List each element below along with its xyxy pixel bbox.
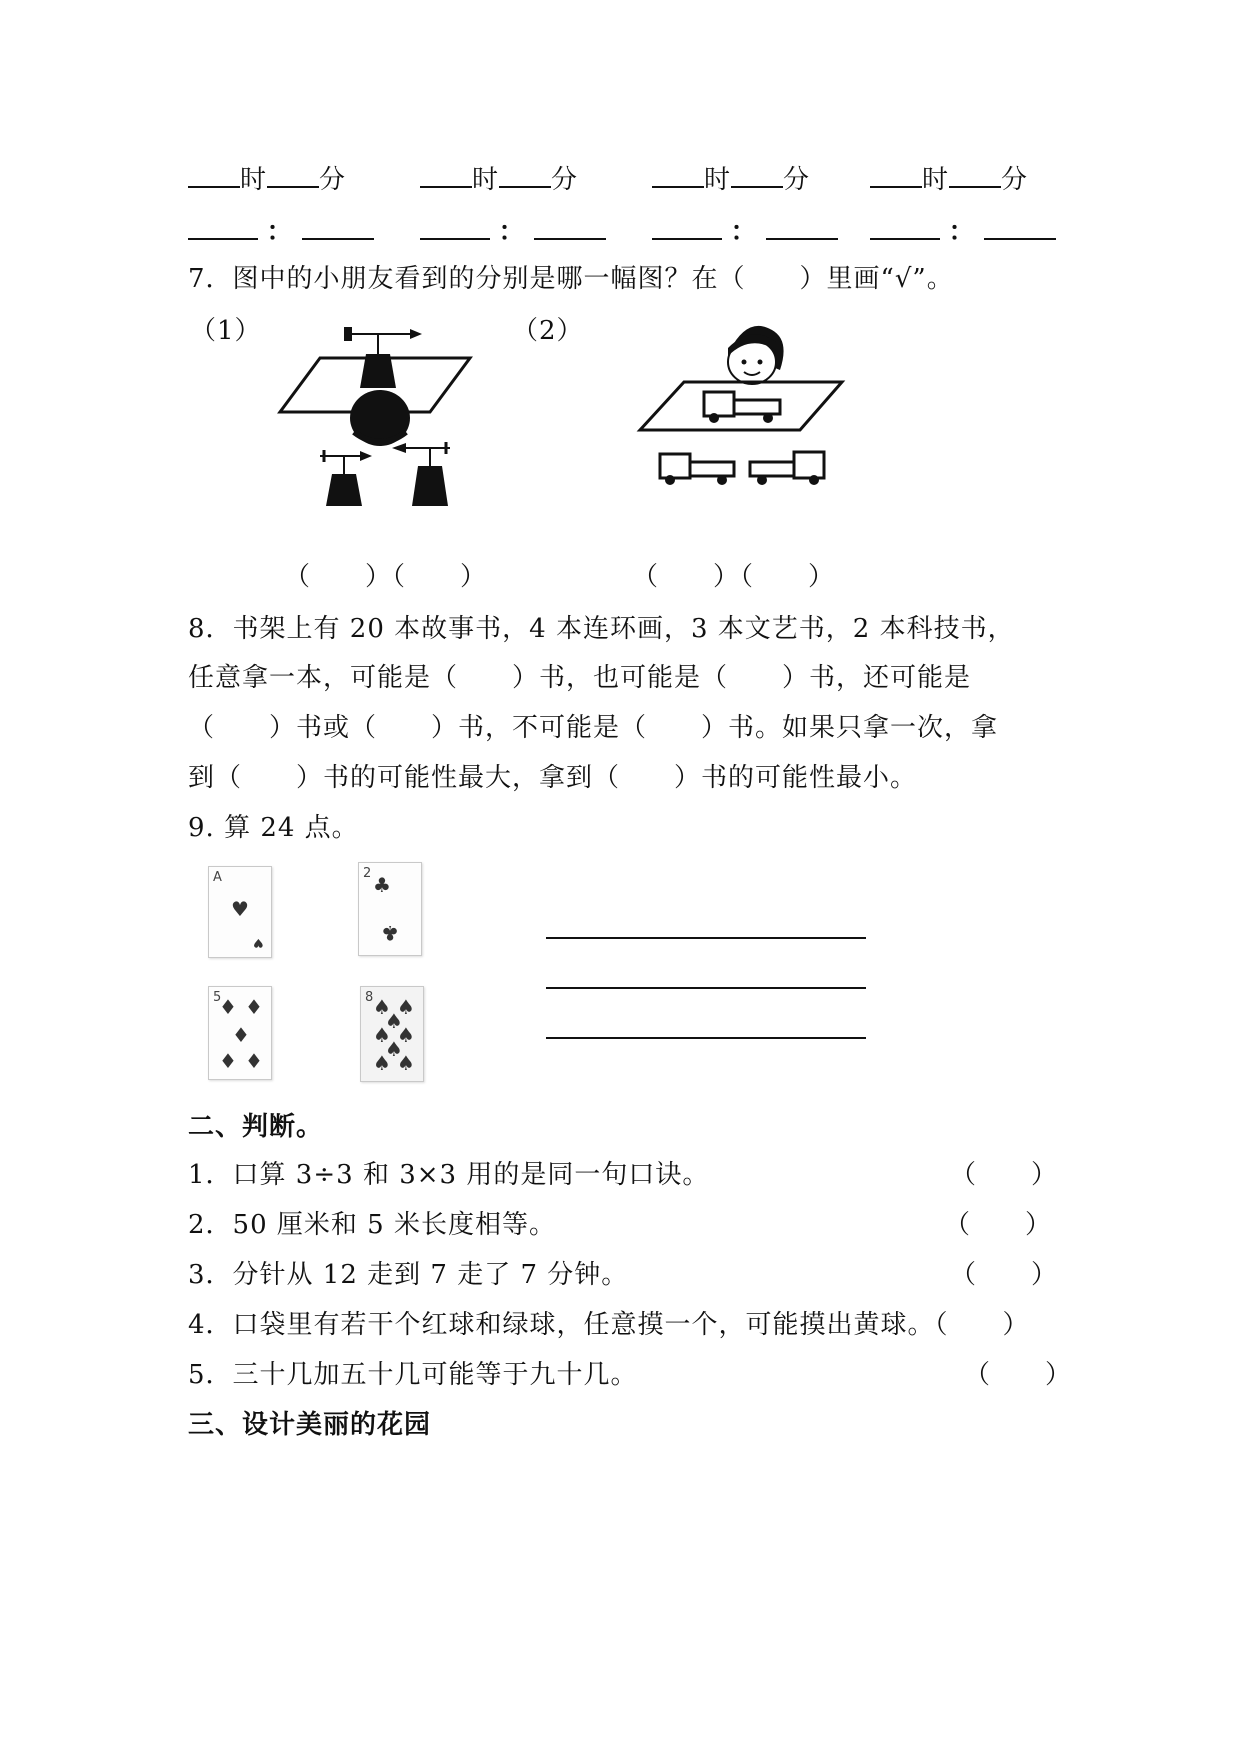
minute-blank[interactable] [499, 162, 551, 188]
digital-group-1 [188, 214, 374, 249]
answer-line-2[interactable] [546, 987, 866, 989]
minute-blank[interactable] [267, 162, 319, 188]
card-rank: 8 [365, 990, 374, 1005]
digital-hour-blank[interactable] [652, 214, 722, 240]
q7-answer-parens-2[interactable]: （ ）（ ） [632, 562, 836, 592]
judge-item-3: 3．分针从 12 走到 7 走了 7 分钟。 [188, 1260, 629, 1290]
judge-paren-5[interactable]: （ ） [964, 1360, 1073, 1390]
hour-blank[interactable] [870, 162, 922, 188]
q8-line-3: （ ）书或（ ）书，不可能是（ ）书。如果只拿一次，拿 [188, 713, 999, 743]
card-suit-spade-icon: ♠ [397, 1023, 415, 1047]
time-group-4 [870, 162, 1028, 197]
minute-label: 分 [783, 165, 811, 195]
digital-minute-blank[interactable] [984, 214, 1056, 240]
card-rank: 2 [363, 866, 372, 881]
judge-paren-4[interactable]: （ ） [934, 1310, 1030, 1340]
time-group-1 [188, 162, 346, 197]
digital-hour-blank[interactable] [188, 214, 258, 240]
minute-label: 分 [551, 165, 579, 195]
digital-minute-blank[interactable] [534, 214, 606, 240]
answer-line-1[interactable] [546, 937, 866, 939]
section-2-title: 二、判断。 [188, 1112, 324, 1142]
hour-label: 时 [240, 165, 268, 195]
answer-line-3[interactable] [546, 1037, 866, 1039]
colon-label: ： [948, 217, 976, 247]
card-suit-diamond-icon: ♦ [245, 1049, 263, 1073]
hour-blank[interactable] [188, 162, 240, 188]
card-suit-diamond-icon: ♦ [219, 995, 237, 1019]
q9-question: 9. 算 24 点。 [188, 813, 359, 843]
judge-item-4 [188, 1308, 1030, 1342]
time-group-3 [652, 162, 810, 197]
card-rank: A [213, 870, 222, 885]
card-suit-spade-icon: ♠ [385, 1009, 403, 1033]
hour-blank[interactable] [420, 162, 472, 188]
digital-hour-blank[interactable] [420, 214, 490, 240]
digital-group-4 [870, 214, 1056, 249]
minute-label: 分 [319, 165, 347, 195]
digital-minute-blank[interactable] [766, 214, 838, 240]
time-group-2 [420, 162, 578, 197]
judge-paren-3[interactable]: （ ） [950, 1260, 1059, 1290]
judge-paren-2[interactable]: （ ） [944, 1210, 1053, 1240]
q7-question: 7．图中的小朋友看到的分别是哪一幅图？在（ ）里画“√”。 [188, 264, 954, 294]
q8-line-2: 任意拿一本，可能是（ ）书，也可能是（ ）书，还可能是 [188, 663, 972, 693]
minute-blank[interactable] [949, 162, 1001, 188]
hour-label: 时 [472, 165, 500, 195]
judge-item-5: 5．三十几加五十几可能等于九十几。 [188, 1360, 638, 1390]
playing-card-ace-hearts [208, 866, 272, 958]
trucks-scene-illustration [640, 320, 870, 500]
card-suit-spade-icon: ♠ [397, 1051, 415, 1075]
card-suit-spade-icon: ♠ [397, 995, 415, 1019]
q8-line-4: 到（ ）书的可能性最大，拿到（ ）书的可能性最小。 [188, 763, 918, 793]
card-suit-diamond-icon: ♦ [232, 1023, 250, 1047]
minute-label: 分 [1001, 165, 1029, 195]
digital-hour-blank[interactable] [870, 214, 940, 240]
colon-label: ： [730, 217, 758, 247]
q7-label-2: （2） [512, 316, 584, 346]
weathervane-scene-illustration [280, 320, 480, 520]
q7-label-1: （1） [190, 316, 262, 346]
digital-group-3 [652, 214, 838, 249]
card-rank: 5 [213, 990, 222, 1005]
hour-blank[interactable] [652, 162, 704, 188]
digital-minute-blank[interactable] [302, 214, 374, 240]
judge-item-4-text: 4．口袋里有若干个红球和绿球，任意摸一个，可能摸出黄球。 [188, 1310, 935, 1340]
card-suit-heart-icon: ♥ [253, 936, 264, 950]
card-suit-spade-icon: ♠ [385, 1037, 403, 1061]
q8-line-1: 8．书架上有 20 本故事书，4 本连环画，3 本文艺书，2 本科技书， [188, 614, 1015, 644]
hour-label: 时 [922, 165, 950, 195]
q7-answer-parens-1[interactable]: （ ）（ ） [284, 562, 488, 592]
playing-card-five-diamonds [208, 986, 272, 1080]
colon-label: ： [266, 217, 294, 247]
judge-paren-1[interactable]: （ ） [950, 1160, 1059, 1190]
card-suit-club-icon: ♣ [381, 921, 399, 945]
judge-item-1: 1．口算 3÷3 和 3×3 用的是同一句口诀。 [188, 1160, 710, 1190]
card-suit-heart-icon: ♥ [231, 897, 249, 921]
card-suit-diamond-icon: ♦ [245, 995, 263, 1019]
card-suit-spade-icon: ♠ [373, 995, 391, 1019]
minute-blank[interactable] [731, 162, 783, 188]
hour-label: 时 [704, 165, 732, 195]
digital-group-2 [420, 214, 606, 249]
card-suit-spade-icon: ♠ [373, 1023, 391, 1047]
playing-card-two-clubs [358, 862, 422, 956]
card-suit-spade-icon: ♠ [373, 1051, 391, 1075]
card-suit-club-icon: ♣ [373, 873, 391, 897]
section-3-title: 三、设计美丽的花园 [188, 1410, 432, 1440]
card-suit-diamond-icon: ♦ [219, 1049, 237, 1073]
colon-label: ： [498, 217, 526, 247]
playing-card-eight-spades [360, 986, 424, 1082]
judge-item-2: 2．50 厘米和 5 米长度相等。 [188, 1210, 556, 1240]
